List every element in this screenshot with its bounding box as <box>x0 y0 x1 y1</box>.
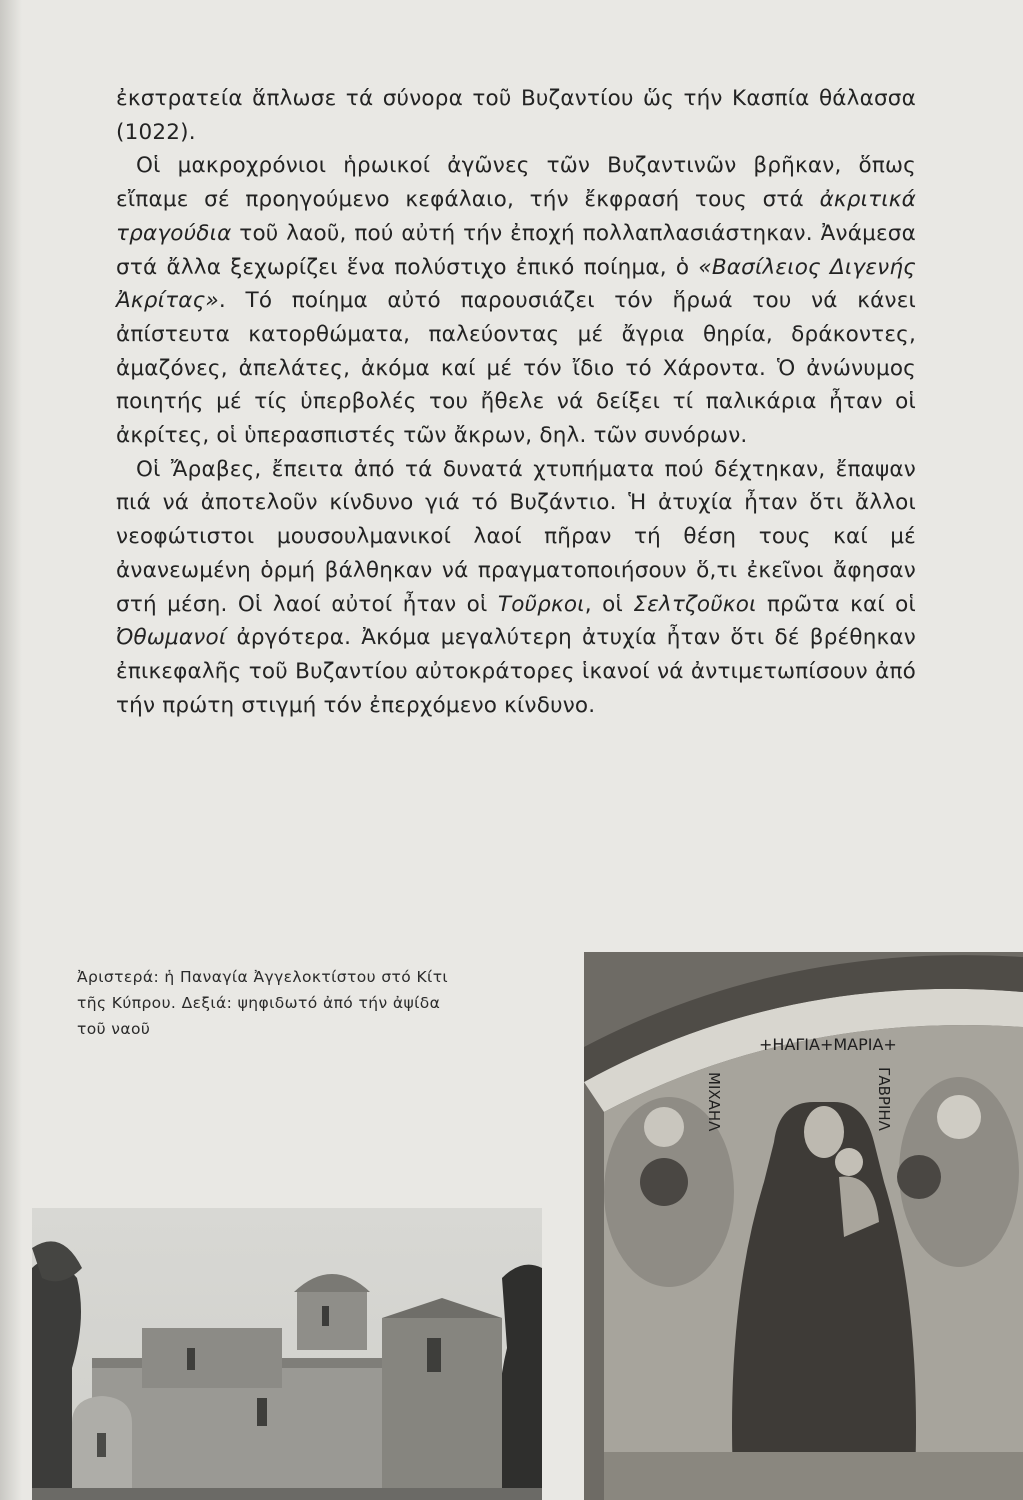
text-run: Οἱ μακροχρόνιοι ἡρωικοί ἀγῶνες τῶν Βυζαντινῶν βρῆκαν, ὅπως εἴπαμε σέ προηγούμενο κεφάλαιο, τήν ἔκφρασή τους στά <box>116 153 916 213</box>
mosaic-photo <box>584 952 1023 1500</box>
text-run: πρῶτα καί οἱ <box>756 591 916 617</box>
text-run: ἐκστρατεία ἅπλωσε τά σύνορα τοῦ Βυζαντίου ὥς τήν Κασπία θάλασσα (1022). <box>116 86 916 145</box>
text-run: . Τό ποίημα αὐτό παρουσιάζει τόν ἥρωά του νά κάνει ἀπίστευτα κατορθώματα, παλεύοντας μέ ἄγρια θηρία, δράκοντες, ἀμαζόνες, ἀπελάτες, ἀκόμα καί μέ τόν ἴδιο τό Χάροντα. Ὁ ἀνώνυμος ποιητής μέ τίς ὑπερβολές του ἤθελε νά δείξει τί παλικάρια ἦταν οἱ ἀκρίτες, οἱ ὑπερασπιστές τῶν ἄκρων, δηλ. τῶν συνόρων. <box>116 288 916 449</box>
mosaic-illustration <box>584 952 1023 1500</box>
paragraph <box>116 149 916 452</box>
church-photo <box>32 1208 542 1500</box>
text-run: Οἱ Ἄραβες, ἔπειτα ἀπό τά δυνατά χτυπήματα πού δέχτηκαν, ἔπαψαν πιά νά ἀποτελοῦν κίνδυνο γιά τό Βυζάντιο. Ἡ ἀτυχία ἦταν ὅτι ἄλλοι νεοφώτιστοι μουσουλμανικοί λαοί πῆραν τή θέση τους καί μέ ἀνανεωμένη ὁρμή βάλθηκαν νά πραγματοποιήσουν ὅ,τι ἐκεῖνοι ἄφησαν στή μέση. Οἱ λαοί αὐτοί ἦταν οἱ <box>116 456 916 617</box>
figure-caption: Ἀριστερά: ἡ Παναγία Ἀγγελοκτίστου στό Κίτι τῆς Κύπρου. Δεξιά: ψηφιδωτό ἀπό τήν ἀψίδα τοῦ ναοῦ <box>77 968 449 1038</box>
main-text <box>116 82 916 722</box>
italic-term: Σελτζοῦκοι <box>633 591 757 617</box>
italic-term: «Βασίλειος Διγενής Ἀκρίτας» <box>116 254 916 314</box>
mosaic-inscription-right: ΓΑΒΡΙΗΛ <box>875 1067 893 1131</box>
italic-term: Τοῦρκοι <box>497 591 585 617</box>
church-illustration <box>32 1208 542 1500</box>
text-run: , οἱ <box>584 591 634 617</box>
paragraph <box>116 453 916 723</box>
italic-term: Ὀθωμανοί <box>116 625 227 651</box>
paragraph <box>116 82 916 149</box>
page-edge <box>0 0 22 1500</box>
italic-term: ἀκριτικά τραγούδια <box>116 187 916 246</box>
text-run: τοῦ λαοῦ, πού αὐτή τήν ἐποχή πολλαπλασιάστηκαν. Ἀνάμεσα στά ἄλλα ξεχωρίζει ἕνα πολύστιχο ἐπικό ποίημα, ὁ <box>116 220 916 280</box>
text-run: ἀργότερα. Ἀκόμα μεγαλύτερη ἀτυχία ἦταν ὅτι δέ βρέθηκαν ἐπικεφαλῆς τοῦ Βυζαντίου αὐτοκράτορες ἱκανοί νά ἀντιμετωπίσουν ἀπό τήν πρώτη στιγμή τόν ἐπερχόμενο κίνδυνο. <box>116 625 916 718</box>
mosaic-inscription-left: ΜΙΧΑΗΛ <box>705 1072 723 1132</box>
mosaic-inscription-top: +ΗΑΓΙΑ+ΜΑΡΙΑ+ <box>759 1035 897 1054</box>
